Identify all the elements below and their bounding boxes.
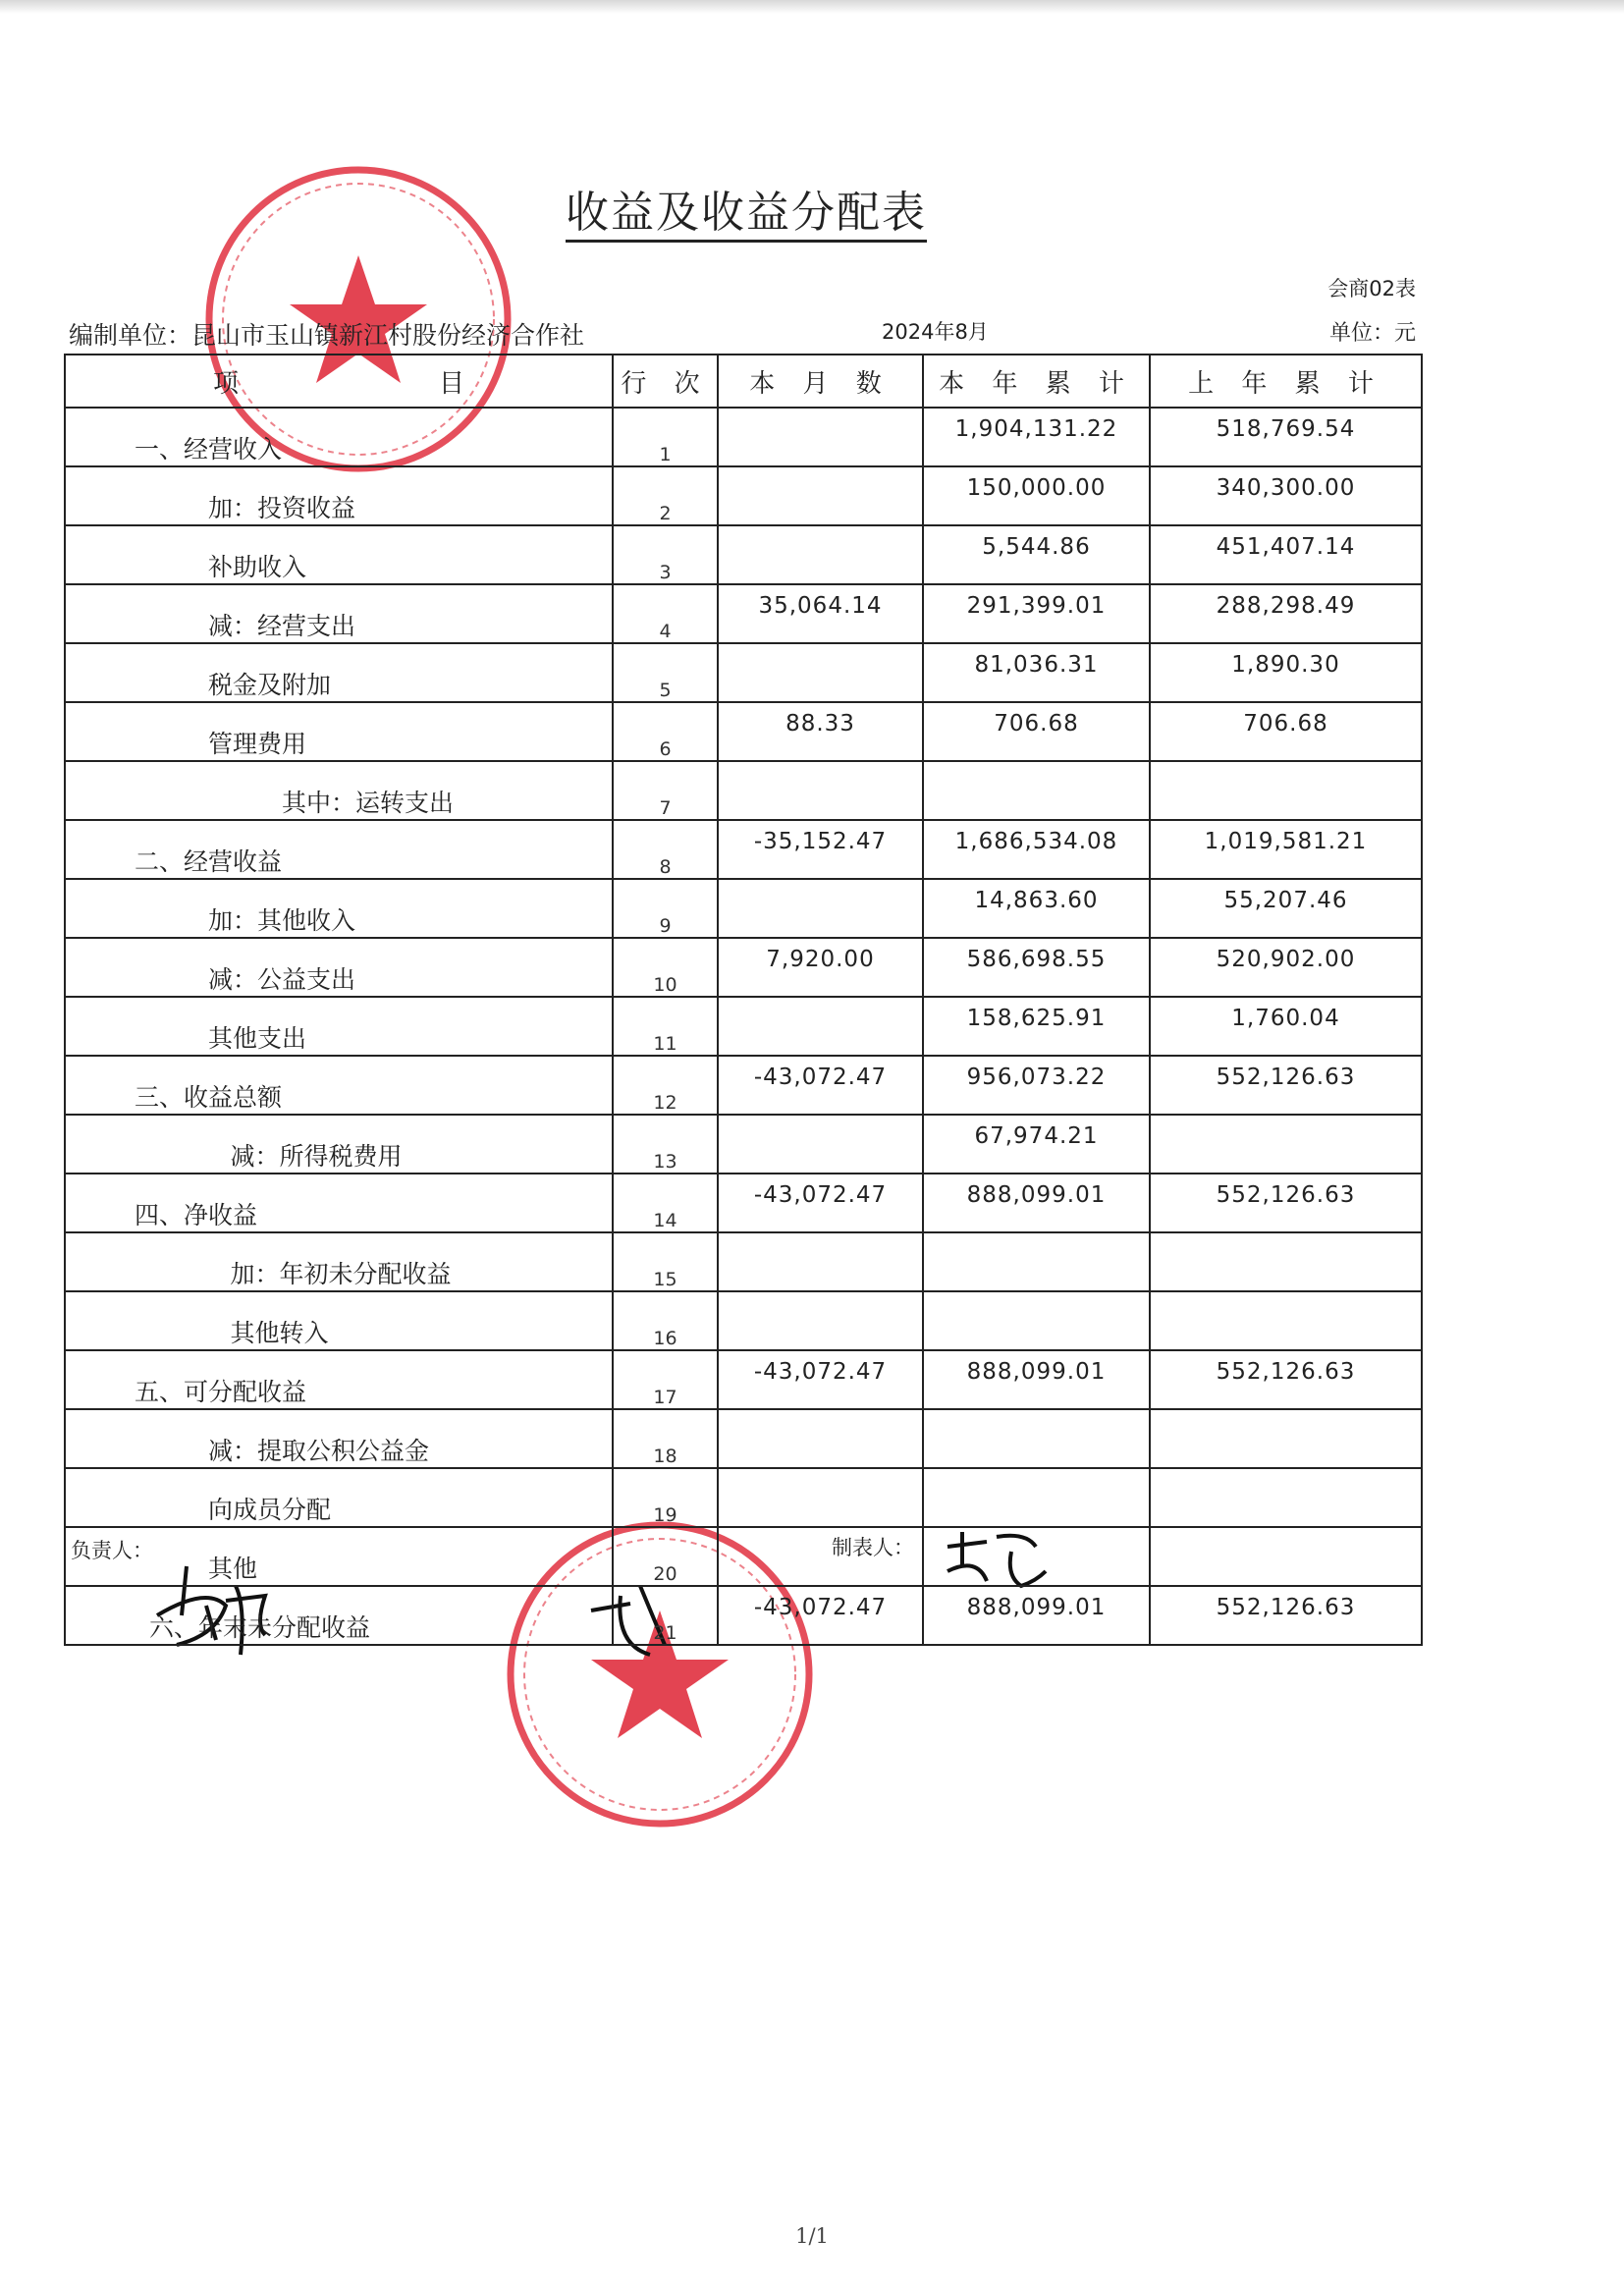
row-number: 3	[613, 525, 718, 584]
unit-name: 昆山市玉山镇新江村股份经济合作社	[191, 321, 585, 350]
row-number: 8	[613, 820, 718, 879]
row-number: 2	[613, 466, 718, 525]
ytd-value: 291,399.01	[923, 584, 1150, 643]
last-year-value	[1150, 761, 1422, 820]
last-year-value: 340,300.00	[1150, 466, 1422, 525]
page-title	[0, 177, 1492, 240]
last-year-value: 518,769.54	[1150, 408, 1422, 466]
month-value	[718, 1232, 923, 1291]
row-number: 12	[613, 1056, 718, 1115]
table-row	[65, 1056, 1422, 1115]
ytd-value: 888,099.01	[923, 1350, 1150, 1409]
row-number: 16	[613, 1291, 718, 1350]
row-number: 11	[613, 997, 718, 1056]
row-item: 一、经营收入	[65, 408, 613, 466]
month-value: -43,072.47	[718, 1056, 923, 1115]
month-value: -35,152.47	[718, 820, 923, 879]
month-value: 7,920.00	[718, 938, 923, 997]
row-number: 21	[613, 1586, 718, 1645]
ytd-value	[923, 1291, 1150, 1350]
last-year-value	[1150, 1409, 1422, 1468]
header-row-no: 行 次	[613, 355, 718, 408]
month-value	[718, 1468, 923, 1527]
header-last-year: 上 年 累 计	[1150, 355, 1422, 408]
last-year-value: 552,126.63	[1150, 1056, 1422, 1115]
last-year-value: 55,207.46	[1150, 879, 1422, 938]
header-item-left: 项	[213, 368, 240, 399]
table-row	[65, 820, 1422, 879]
table-row	[65, 1115, 1422, 1174]
ytd-value: 158,625.91	[923, 997, 1150, 1056]
last-year-value: 1,760.04	[1150, 997, 1422, 1056]
last-year-value: 552,126.63	[1150, 1174, 1422, 1232]
ytd-value: 888,099.01	[923, 1586, 1150, 1645]
ytd-value: 67,974.21	[923, 1115, 1150, 1174]
table-header-row	[65, 355, 1422, 408]
header-month: 本 月 数	[718, 355, 923, 408]
header-ytd: 本 年 累 计	[923, 355, 1150, 408]
form-number: 会商02表	[1327, 277, 1416, 300]
last-year-value: 706.68	[1150, 702, 1422, 761]
ytd-value: 1,686,534.08	[923, 820, 1150, 879]
ytd-value: 1,904,131.22	[923, 408, 1150, 466]
table-row	[65, 1586, 1422, 1645]
month-value: -43,072.47	[718, 1586, 923, 1645]
last-year-value: 520,902.00	[1150, 938, 1422, 997]
title-text: 收益及收益分配表	[566, 188, 927, 243]
page-number: 1/1	[795, 2224, 829, 2248]
ytd-value: 81,036.31	[923, 643, 1150, 702]
table-row	[65, 466, 1422, 525]
month-value	[718, 408, 923, 466]
table-row	[65, 643, 1422, 702]
last-year-value	[1150, 1232, 1422, 1291]
month-value	[718, 466, 923, 525]
unit-label: 编制单位：	[69, 321, 192, 350]
table-row	[65, 702, 1422, 761]
preparer-label: 制表人：	[832, 1536, 914, 1559]
last-year-value: 552,126.63	[1150, 1350, 1422, 1409]
row-item: 其他支出	[65, 997, 613, 1056]
table-row	[65, 1409, 1422, 1468]
row-number: 15	[613, 1232, 718, 1291]
row-number: 19	[613, 1468, 718, 1527]
row-number: 10	[613, 938, 718, 997]
last-year-value	[1150, 1115, 1422, 1174]
row-item: 减：提取公积公益金	[65, 1409, 613, 1468]
row-item: 加：投资收益	[65, 466, 613, 525]
table-row	[65, 1468, 1422, 1527]
last-year-value	[1150, 1291, 1422, 1350]
row-item: 五、可分配收益	[65, 1350, 613, 1409]
table-row	[65, 1350, 1422, 1409]
row-item: 四、净收益	[65, 1174, 613, 1232]
last-year-value: 288,298.49	[1150, 584, 1422, 643]
month-value	[718, 761, 923, 820]
row-item: 减：公益支出	[65, 938, 613, 997]
row-number: 4	[613, 584, 718, 643]
month-value: 35,064.14	[718, 584, 923, 643]
last-year-value: 451,407.14	[1150, 525, 1422, 584]
row-item: 三、收益总额	[65, 1056, 613, 1115]
table-row	[65, 1291, 1422, 1350]
last-year-value: 1,890.30	[1150, 643, 1422, 702]
row-item: 二、经营收益	[65, 820, 613, 879]
month-value	[718, 525, 923, 584]
month-value	[718, 879, 923, 938]
table-row	[65, 761, 1422, 820]
ytd-value	[923, 761, 1150, 820]
compiling-unit	[69, 316, 584, 352]
income-distribution-table	[64, 354, 1423, 1646]
table-row	[65, 408, 1422, 466]
row-item: 其中：运转支出	[65, 761, 613, 820]
month-value	[718, 1291, 923, 1350]
row-item: 六、年末未分配收益	[65, 1586, 613, 1645]
row-item: 加：年初未分配收益	[65, 1232, 613, 1291]
row-item: 减：所得税费用	[65, 1115, 613, 1174]
ytd-value	[923, 1232, 1150, 1291]
currency-unit: 单位：元	[1328, 321, 1416, 346]
month-value	[718, 1409, 923, 1468]
ytd-value	[923, 1527, 1150, 1586]
row-item: 加：其他收入	[65, 879, 613, 938]
month-value: 88.33	[718, 702, 923, 761]
table-row	[65, 1174, 1422, 1232]
row-number: 14	[613, 1174, 718, 1232]
row-number: 18	[613, 1409, 718, 1468]
ytd-value: 888,099.01	[923, 1174, 1150, 1232]
row-number: 9	[613, 879, 718, 938]
row-item: 其他转入	[65, 1291, 613, 1350]
last-year-value	[1150, 1468, 1422, 1527]
month-value	[718, 997, 923, 1056]
table-row	[65, 997, 1422, 1056]
ytd-value	[923, 1468, 1150, 1527]
row-number: 7	[613, 761, 718, 820]
scan-edge	[0, 0, 1624, 14]
ytd-value: 956,073.22	[923, 1056, 1150, 1115]
row-item: 税金及附加	[65, 643, 613, 702]
header-item	[65, 355, 613, 408]
ytd-value: 14,863.60	[923, 879, 1150, 938]
month-value: -43,072.47	[718, 1174, 923, 1232]
row-number: 17	[613, 1350, 718, 1409]
ytd-value: 706.68	[923, 702, 1150, 761]
row-number: 6	[613, 702, 718, 761]
report-period: 2024年8月	[882, 320, 989, 344]
ytd-value: 150,000.00	[923, 466, 1150, 525]
row-number: 20	[613, 1527, 718, 1586]
table-row	[65, 879, 1422, 938]
month-value	[718, 643, 923, 702]
ytd-value: 5,544.86	[923, 525, 1150, 584]
last-year-value: 1,019,581.21	[1150, 820, 1422, 879]
row-item: 其他	[65, 1527, 613, 1586]
row-item: 补助收入	[65, 525, 613, 584]
header-item-right: 目	[438, 368, 464, 399]
row-item: 管理费用	[65, 702, 613, 761]
row-item: 向成员分配	[65, 1468, 613, 1527]
row-number: 1	[613, 408, 718, 466]
table-row	[65, 1232, 1422, 1291]
table-row	[65, 938, 1422, 997]
month-value: -43,072.47	[718, 1350, 923, 1409]
last-year-value	[1150, 1527, 1422, 1586]
responsible-label: 负责人：	[71, 1539, 153, 1562]
row-number: 5	[613, 643, 718, 702]
month-value	[718, 1115, 923, 1174]
table-row	[65, 525, 1422, 584]
ytd-value: 586,698.55	[923, 938, 1150, 997]
row-item: 减：经营支出	[65, 584, 613, 643]
row-number: 13	[613, 1115, 718, 1174]
ytd-value	[923, 1409, 1150, 1468]
last-year-value: 552,126.63	[1150, 1586, 1422, 1645]
table-row	[65, 1527, 1422, 1586]
table-row	[65, 584, 1422, 643]
